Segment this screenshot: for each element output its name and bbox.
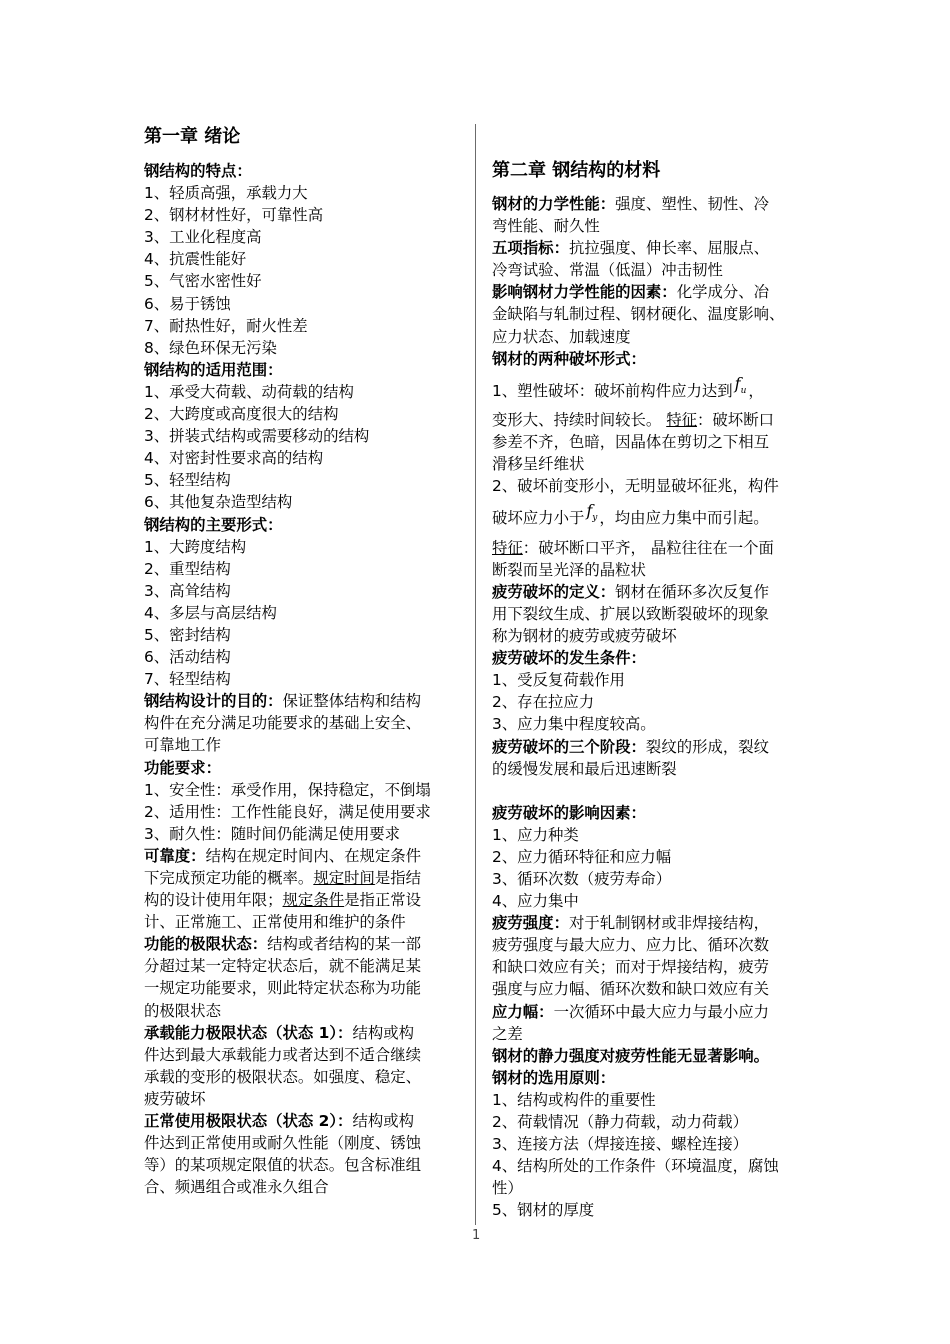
factors-text: 应力状态、加载速度 — [492, 327, 631, 346]
chapter-2-title: 第二章 钢结构的材料 — [492, 160, 661, 181]
fatigue-def-term: 疲劳破坏的定义： — [492, 582, 616, 601]
limit-state-text: 一规定功能要求，则此特定状态称为功能 — [144, 979, 422, 998]
limit-state-text: 的极限状态 — [144, 1001, 221, 1020]
forms-item: 1、大跨度结构 — [144, 537, 247, 556]
fatigue-strength-text: 强度与应力幅、循环次数和缺口效应有关 — [492, 980, 770, 999]
state2-paragraph — [144, 1110, 462, 1132]
fatigue-factors-item: 1、应力种类 — [492, 825, 579, 844]
chapter-1-title: 第一章 绪论 — [144, 126, 241, 147]
forms-item: 3、高耸结构 — [144, 581, 231, 600]
reliability-text: 下完成预定功能的概率。 — [144, 869, 314, 887]
five-paragraph — [492, 237, 814, 259]
state1-paragraph — [144, 1022, 462, 1044]
fatigue-stages-term: 疲劳破坏的三个阶段： — [492, 737, 646, 756]
functions-item: 1、安全性：承受作用，保持稳定，不倒塌 — [144, 780, 431, 799]
five-text: 抗拉强度、伸长率、屈服点、 — [568, 239, 770, 258]
reliability-text: 是指正常设 — [344, 891, 422, 910]
fatigue-def-text: 用下裂纹生成、扩展以致断裂破坏的现象 — [492, 604, 770, 623]
features-section — [144, 160, 462, 1198]
selection-heading: 钢材的选用原则： — [492, 1068, 616, 1087]
selection-item: 3、连接方法（焊接连接、螺栓连接） — [492, 1135, 749, 1154]
failure-text: 1、塑性破坏：破坏前构件应力达到 — [492, 381, 733, 400]
fatigue-strength-text: 疲劳强度与最大应力、应力比、循环次数 — [492, 936, 770, 955]
forms-item: 2、重型结构 — [144, 559, 231, 578]
failure-text: 变形大、持续时间较长。 — [492, 411, 662, 430]
fatigue-strength-term: 疲劳强度： — [492, 914, 569, 933]
mech-paragraph — [492, 193, 814, 215]
purpose-text: 可靠地工作 — [144, 736, 221, 755]
fatigue-cond-item: 3、应力集中程度较高。 — [492, 715, 656, 734]
purpose-term: 钢结构设计的目的： — [144, 692, 283, 711]
reliability-term: 可靠度： — [144, 846, 206, 865]
features-item: 6、易于锈蚀 — [144, 294, 231, 313]
five-term: 五项指标： — [492, 239, 569, 258]
features-heading: 钢结构的特点： — [144, 162, 252, 180]
scope-item: 3、拼装式结构或需要移动的结构 — [144, 427, 370, 446]
mech-text: 弯性能、耐久性 — [492, 217, 600, 236]
page-number: 1 — [472, 1228, 481, 1243]
state2-text: 件达到正常使用或耐久性能（刚度、锈蚀 — [144, 1134, 422, 1153]
state2-text: 合、频遇组合或准永久组合 — [144, 1178, 329, 1197]
fatigue-def-paragraph — [492, 581, 814, 603]
fu-symbol — [733, 373, 749, 396]
scope-item: 2、大跨度或高度很大的结构 — [144, 405, 339, 424]
stress-range-paragraph — [492, 1001, 814, 1023]
fatigue-cond-item: 2、存在拉应力 — [492, 693, 595, 712]
fatigue-strength-paragraph — [492, 912, 814, 934]
reliability-line — [144, 889, 462, 911]
stress-range-term: 应力幅： — [492, 1002, 554, 1021]
features-item: 3、工业化程度高 — [144, 228, 262, 247]
selection-item: 4、结构所处的工作条件（环境温度，腐蚀 — [492, 1157, 779, 1176]
features-item: 7、耐热性好，耐火性差 — [144, 316, 308, 335]
failure-text: 断裂而呈光泽的晶粒状 — [492, 560, 646, 579]
factors-text: 金缺陷与轧制过程、钢材硬化、温度影响、 — [492, 305, 785, 324]
fatigue-factors-item: 4、应力集中 — [492, 892, 579, 911]
failure-line — [492, 373, 814, 409]
failure-text: 滑移呈纤维状 — [492, 455, 585, 474]
features-item: 5、气密水密性好 — [144, 272, 262, 291]
failure-text: 破坏应力小于 — [492, 509, 585, 528]
limit-state-term: 功能的极限状态： — [144, 935, 268, 954]
factors-paragraph — [492, 281, 814, 303]
state1-term: 承载能力极限状态（状态 1）： — [144, 1023, 353, 1042]
state1-text: 结构或构 — [352, 1023, 415, 1042]
fatigue-stages-text: 的缓慢发展和最后迅速断裂 — [492, 759, 677, 778]
scope-item: 1、承受大荷载、动荷载的结构 — [144, 382, 354, 401]
limit-state-text: 结构或者结构的某一部 — [267, 935, 422, 954]
column-divider — [475, 124, 476, 1225]
reliability-text: 构的设计使用年限； — [144, 891, 283, 910]
fatigue-cond-heading: 疲劳破坏的发生条件： — [492, 649, 646, 668]
state1-text: 承载的变形的极限状态。如强度、稳定、 — [144, 1067, 422, 1086]
selection-item: 2、荷载情况（静力荷载，动力荷载） — [492, 1113, 749, 1132]
materials-section — [492, 193, 814, 1222]
scope-item: 6、其他复杂造型结构 — [144, 493, 293, 512]
fatigue-strength-text: 对于轧制钢材或非焊接结构， — [568, 914, 770, 933]
reliability-line — [144, 867, 462, 889]
f-symbol: f — [586, 501, 593, 521]
features-item: 8、绿色环保无污染 — [144, 338, 277, 357]
y-subscript: y — [592, 513, 598, 524]
forms-item: 6、活动结构 — [144, 648, 231, 667]
purpose-text: 构件在充分满足功能要求的基础上安全、 — [144, 714, 422, 733]
factors-term: 影响钢材力学性能的因素： — [492, 283, 677, 302]
selection-item: 5、钢材的厚度 — [492, 1201, 595, 1220]
selection-item: 性） — [492, 1179, 523, 1198]
scope-item: 4、对密封性要求高的结构 — [144, 449, 324, 468]
selection-item: 1、结构或构件的重要性 — [492, 1090, 656, 1109]
functions-item: 3、耐久性：随时间仍能满足使用要求 — [144, 824, 401, 843]
fy-symbol — [584, 501, 599, 524]
failure-text: ， — [748, 381, 764, 400]
reliability-text: 计、正常施工、正常使用和维护的条件 — [144, 913, 406, 932]
feature-term: 特征 — [492, 538, 523, 557]
state2-text: 等）的某项规定限值的状态。包含标准组 — [144, 1156, 422, 1175]
fatigue-def-text: 钢材在循环多次反复作 — [615, 582, 770, 601]
failure-text: ：破坏断口 — [697, 411, 774, 430]
functions-item: 2、适用性：工作性能良好，满足使用要求 — [144, 802, 431, 821]
fatigue-cond-item: 1、受反复荷载作用 — [492, 671, 625, 690]
stress-range-text: 一次循环中最大应力与最小应力 — [553, 1002, 770, 1021]
fatigue-factors-item: 3、循环次数（疲劳寿命） — [492, 870, 672, 888]
features-item: 1、轻质高强，承载力大 — [144, 184, 308, 203]
mech-text: 强度、塑性、韧性、冷 — [615, 195, 770, 213]
u-subscript: u — [740, 385, 747, 396]
state2-text: 结构或构 — [352, 1112, 415, 1131]
scope-heading: 钢结构的适用范围： — [144, 360, 283, 379]
failure-heading: 钢材的两种破坏形式： — [492, 349, 646, 368]
failure-text: 参差不齐，色暗，因晶体在剪切之下相互 — [492, 433, 770, 452]
fatigue-factors-heading: 疲劳破坏的影响因素： — [492, 803, 646, 822]
scope-item: 5、轻型结构 — [144, 471, 231, 490]
state1-text: 疲劳破坏 — [144, 1089, 206, 1108]
reliability-underlined-term: 规定条件 — [282, 891, 345, 910]
features-item: 4、抗震性能好 — [144, 250, 247, 269]
fatigue-def-text: 称为钢材的疲劳或疲劳破坏 — [492, 627, 677, 646]
forms-item: 7、轻型结构 — [144, 670, 231, 689]
limit-state-text: 分超过某一定特定状态后，就不能满足某 — [144, 957, 422, 976]
five-text: 冷弯试验、常温（低温）冲击韧性 — [492, 261, 723, 280]
stress-range-text: 之差 — [492, 1024, 523, 1043]
reliability-paragraph — [144, 845, 462, 867]
failure-line — [492, 537, 814, 559]
limit-state-paragraph — [144, 933, 462, 955]
f-symbol: f — [734, 373, 741, 393]
fatigue-factors-item: 2、应力循环特征和应力幅 — [492, 847, 672, 866]
fatigue-stages-text: 裂纹的形成，裂纹 — [645, 737, 770, 756]
static-strength-note: 钢材的静力强度对疲劳性能无显著影响。 — [492, 1046, 770, 1065]
failure-text: 2、破坏前变形小，无明显破坏征兆，构件 — [492, 477, 779, 496]
forms-item: 4、多层与高层结构 — [144, 603, 277, 622]
forms-item: 5、密封结构 — [144, 625, 231, 644]
purpose-text: 保证整体结构和结构 — [282, 692, 422, 711]
factors-text: 化学成分、冶 — [676, 283, 770, 302]
mech-term: 钢材的力学性能： — [492, 195, 616, 213]
fatigue-stages-paragraph — [492, 736, 814, 758]
failure-text: ，均由应力集中而引起。 — [599, 509, 769, 528]
reliability-text: 是指结 — [374, 869, 422, 887]
purpose-paragraph — [144, 690, 462, 712]
state2-term: 正常使用极限状态（状态 2）： — [144, 1112, 353, 1131]
state1-text: 件达到最大承载能力或者达到不适合继续 — [144, 1045, 422, 1064]
failure-text: ：破坏断口平齐， 晶粒往往在一个面 — [522, 538, 774, 557]
functions-heading: 功能要求： — [144, 758, 221, 777]
failure-line — [492, 501, 814, 536]
feature-term: 特征 — [666, 411, 698, 430]
reliability-text: 结构在规定时间内、在规定条件 — [205, 846, 422, 865]
failure-line — [492, 409, 814, 431]
features-item: 2、钢材材性好，可靠性高 — [144, 206, 324, 225]
fatigue-strength-text: 和缺口效应有关；而对于焊接结构，疲劳 — [492, 958, 770, 977]
forms-heading: 钢结构的主要形式： — [144, 515, 283, 534]
reliability-underlined-term: 规定时间 — [313, 869, 375, 887]
